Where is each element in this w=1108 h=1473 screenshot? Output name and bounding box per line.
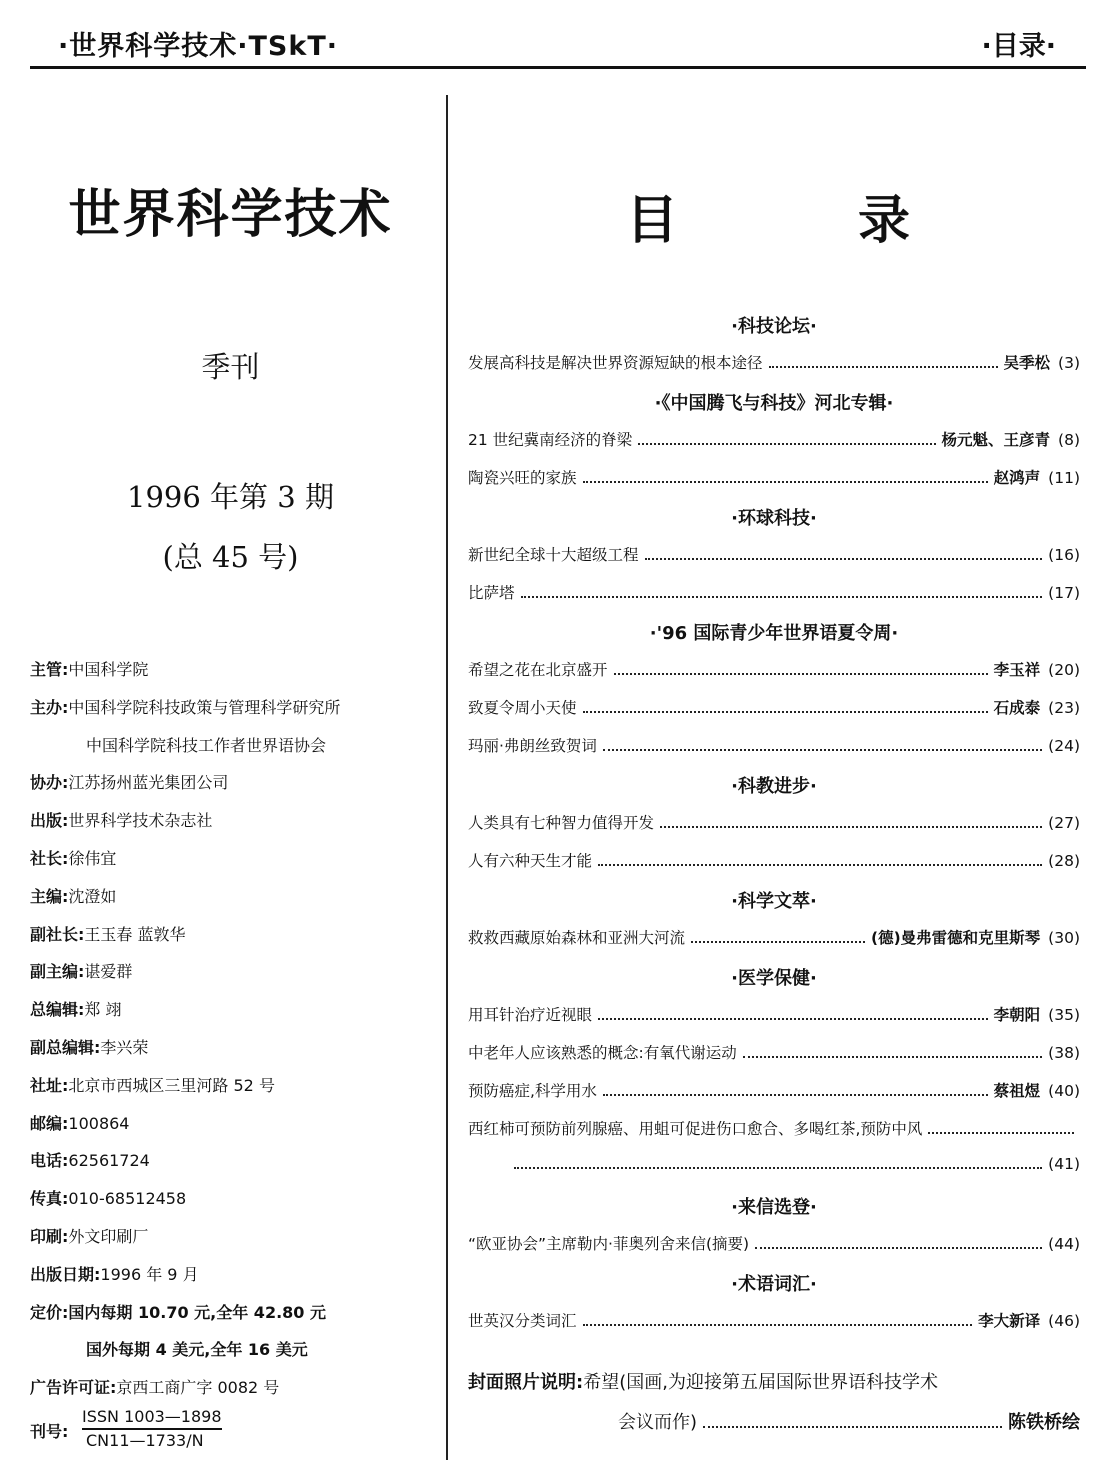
running-header-left: ·世界科学技术·TSkT· [58,31,339,62]
toc-entry [468,543,1080,565]
toc-entry-title: 预防癌症,科学用水 [468,1082,597,1100]
masthead-info [30,657,440,1413]
column-divider [446,95,448,1460]
toc-entry [468,811,1080,833]
toc-entry [508,1155,1080,1173]
masthead-value: 国内每期 10.70 元,全年 42.80 元 [68,1302,326,1322]
toc-section-heading: ·'96 国际青少年世界语夏令周· [649,623,899,644]
toc-entry-page: (44) [1048,1235,1080,1253]
masthead-label: 印刷: [30,1226,69,1246]
toc-section-heading: ·术语词汇· [731,1274,817,1295]
toc-entry [468,581,1080,603]
masthead-label: 社长: [30,848,69,868]
issn-label: 刊号: [30,1422,69,1441]
toc-heading-lu: 录 [858,191,911,251]
dot-leader [755,1239,1042,1249]
toc-entry [468,1232,1080,1254]
magazine-title: 世界科学技术 [68,185,393,245]
dot-leader [598,1010,988,1020]
toc-section-heading: ·医学保健· [731,968,817,989]
toc-section-heading: ·科技论坛· [731,316,817,337]
toc-entry-title: “欧亚协会”主席勒内·菲奥列舍来信(摘要) [468,1235,750,1253]
cover-note-author: 陈铁桥绘 [1008,1412,1080,1433]
issn-number: ISSN 1003—1898 [82,1407,222,1426]
masthead-row [30,884,440,922]
toc-entry-title: 人有六种天生才能 [468,852,593,870]
masthead-value: 京西工商广字 0082 号 [116,1378,280,1398]
masthead-value: 北京市西城区三里河路 52 号 [68,1075,275,1095]
toc-entry-author: 吴季松 [1003,354,1051,372]
masthead-value: 中国科学院科技工作者世界语协会 [86,735,327,755]
toc-entry-title: 中老年人应该熟悉的概念:有氧代谢运动 [468,1044,737,1062]
cover-note-text: 希望(国画,为迎接第五届国际世界语科技学术 [583,1372,938,1393]
masthead-label: 出版: [30,811,69,831]
masthead-label: 社址: [30,1075,69,1095]
toc-entry [468,734,1080,756]
dot-leader [769,358,998,368]
header-rule [30,66,1086,69]
cover-note-line-1 [468,1368,938,1394]
issn-fraction-line [82,1428,222,1430]
masthead-label: 出版日期: [30,1264,101,1284]
masthead-label: 主编: [30,886,69,906]
cover-note-text-2: 会议而作) [618,1412,698,1433]
issn-block [30,1407,290,1453]
masthead-value: 010-68512458 [68,1189,187,1209]
toc-entry-page: (38) [1048,1044,1080,1062]
masthead-value: 谌爱群 [84,962,133,982]
toc-entry-title: 21 世纪冀南经济的脊梁 [468,431,633,449]
masthead-row [30,1262,440,1300]
dot-leader [660,818,1042,828]
toc-section-heading: ·来信选登· [731,1197,817,1218]
masthead-row [30,1224,440,1262]
dot-leader [598,856,1042,866]
dot-leader [638,435,935,445]
toc-entry-page: (3) [1058,354,1080,372]
masthead-row [30,1035,440,1073]
masthead-value: 62561724 [68,1151,150,1171]
toc-entry [468,1041,1080,1063]
masthead-value: 中国科学院科技政策与管理科学研究所 [68,697,341,717]
toc-entry-author: 李大新译 [978,1312,1041,1330]
masthead-value: 江苏扬州蓝光集团公司 [68,773,229,793]
toc-entry [468,658,1080,680]
toc-entry-page: (17) [1048,584,1080,602]
masthead-row [30,1148,440,1186]
toc-entry [468,1003,1080,1025]
masthead-row [30,959,440,997]
toc-entry-title: 陶瓷兴旺的家族 [468,469,577,487]
toc-entry-page: (40) [1048,1082,1080,1100]
toc-entry-author: 蔡祖煜 [993,1082,1041,1100]
toc-entry-title: 发展高科技是解决世界资源短缺的根本途径 [468,354,763,372]
dot-leader [583,703,988,713]
toc-entry-author: (德)曼弗雷德和克里斯琴 [871,929,1041,947]
toc-entry-page: (41) [1048,1155,1080,1173]
toc-entry-title: 世英汉分类词汇 [468,1312,577,1330]
masthead-row [30,922,440,960]
toc-heading-mu: 目 [626,191,679,251]
masthead-row [30,695,440,733]
toc-entry-title: 救救西藏原始森林和亚洲大河流 [468,929,686,947]
toc-entry-page: (23) [1048,699,1080,717]
toc-entry [468,1117,1080,1139]
masthead-value: 郑 翊 [84,1000,122,1020]
masthead-value: 中国科学院 [68,660,149,679]
toc-section-heading: ·科教进步· [731,776,817,797]
masthead-row [30,1186,440,1224]
toc-entry [468,849,1080,871]
dot-leader [703,1417,1002,1428]
toc-section-heading: ·《中国腾飞与科技》河北专辑· [654,393,894,414]
toc-entry [468,926,1080,948]
masthead-label: 总编辑: [30,1000,85,1020]
dot-leader [743,1048,1042,1058]
masthead-value: 沈澄如 [68,886,117,906]
masthead-row [30,997,440,1035]
dot-leader [583,1316,973,1326]
dot-leader [614,665,988,675]
masthead-label: 主管: [30,660,69,679]
toc-entry-page: (46) [1048,1312,1080,1330]
masthead-label: 广告许可证: [30,1378,117,1398]
toc-entry-author: 杨元魁、王彦青 [941,431,1051,449]
masthead-label: 传真: [30,1189,69,1209]
toc-entry-page: (16) [1048,546,1080,564]
masthead-label: 电话: [30,1151,69,1171]
masthead-value: 世界科学技术杂志社 [68,811,213,831]
masthead-row [30,808,440,846]
masthead-row [30,846,440,884]
masthead-value: 100864 [68,1113,130,1133]
dot-leader [583,473,988,483]
masthead-label: 协办: [30,773,69,793]
toc-section-heading: ·环球科技· [731,508,817,529]
dot-leader [514,1159,1042,1169]
toc-entry-page: (30) [1048,929,1080,947]
masthead-row [30,1111,440,1149]
toc-entry [468,351,1080,373]
toc-entry [468,696,1080,718]
dot-leader [645,550,1043,560]
running-header [0,0,1108,70]
toc-entry-page: (20) [1048,661,1080,679]
toc-entry [468,1079,1080,1101]
toc-section-heading: ·科学文萃· [731,891,817,912]
toc-entry-page: (24) [1048,737,1080,755]
cover-note-label: 封面照片说明: [468,1372,584,1393]
masthead-label: 主办: [30,697,69,717]
toc-entry-title: 致夏令周小天使 [468,699,577,717]
cover-note-line-2 [618,1408,1080,1434]
masthead-row [30,770,440,808]
issue-number: 1996 年第 3 期 [127,480,334,514]
masthead-value: 国外每期 4 美元,全年 16 美元 [86,1340,308,1360]
toc-entry-title: 比萨塔 [468,584,515,602]
masthead-value: 王玉春 蓝敦华 [84,924,186,944]
toc-entry-page: (28) [1048,852,1080,870]
publication-frequency: 季刊 [201,350,260,384]
masthead-value: 1996 年 9 月 [100,1264,199,1284]
toc-entry [468,1309,1080,1331]
dot-leader [928,1124,1074,1134]
masthead-row [30,1337,440,1375]
masthead-value: 李兴荣 [100,1037,149,1057]
masthead-label: 邮编: [30,1113,69,1133]
toc-entry-author: 李玉祥 [993,661,1041,679]
toc-entry-page: (8) [1058,431,1080,449]
dot-leader [691,933,865,943]
running-header-right: ·目录· [981,31,1056,62]
toc-entry-page: (35) [1048,1006,1080,1024]
dot-leader [603,741,1042,751]
toc-entry-title: 用耳针治疗近视眼 [468,1006,593,1024]
toc-entry-title: 希望之花在北京盛开 [468,661,608,679]
masthead-label: 定价: [30,1302,69,1322]
masthead-value: 外文印刷厂 [68,1226,149,1246]
masthead-row [30,657,440,695]
toc-entry-title: 人类具有七种智力值得开发 [468,814,655,832]
toc-entry-page: (11) [1048,469,1080,487]
toc-entry [468,428,1080,450]
total-issue-number: (总 45 号) [162,540,299,574]
masthead-row [30,1073,440,1111]
toc-entry-page: (27) [1048,814,1080,832]
toc-entry-author: 石成泰 [993,699,1041,717]
masthead-row [30,1300,440,1338]
toc-entry-title: 新世纪全球十大超级工程 [468,546,639,564]
masthead-row [30,733,440,771]
masthead-label: 副主编: [30,962,85,982]
toc-entry-title: 西红柿可预防前列腺癌、用蛆可促进伤口愈合、多喝红茶,预防中风 [468,1120,923,1138]
toc-entry-author: 赵鸿声 [993,469,1041,487]
masthead-value: 徐伟宜 [68,848,117,868]
toc-entry-author: 李朝阳 [993,1006,1041,1024]
masthead-label: 副社长: [30,924,85,944]
cn-number: CN11—1733/N [86,1431,204,1450]
dot-leader [603,1086,988,1096]
dot-leader [521,588,1043,598]
toc-entry [468,466,1080,488]
toc-entry-title: 玛丽·弗朗丝致贺词 [468,737,597,755]
masthead-label: 副总编辑: [30,1037,101,1057]
